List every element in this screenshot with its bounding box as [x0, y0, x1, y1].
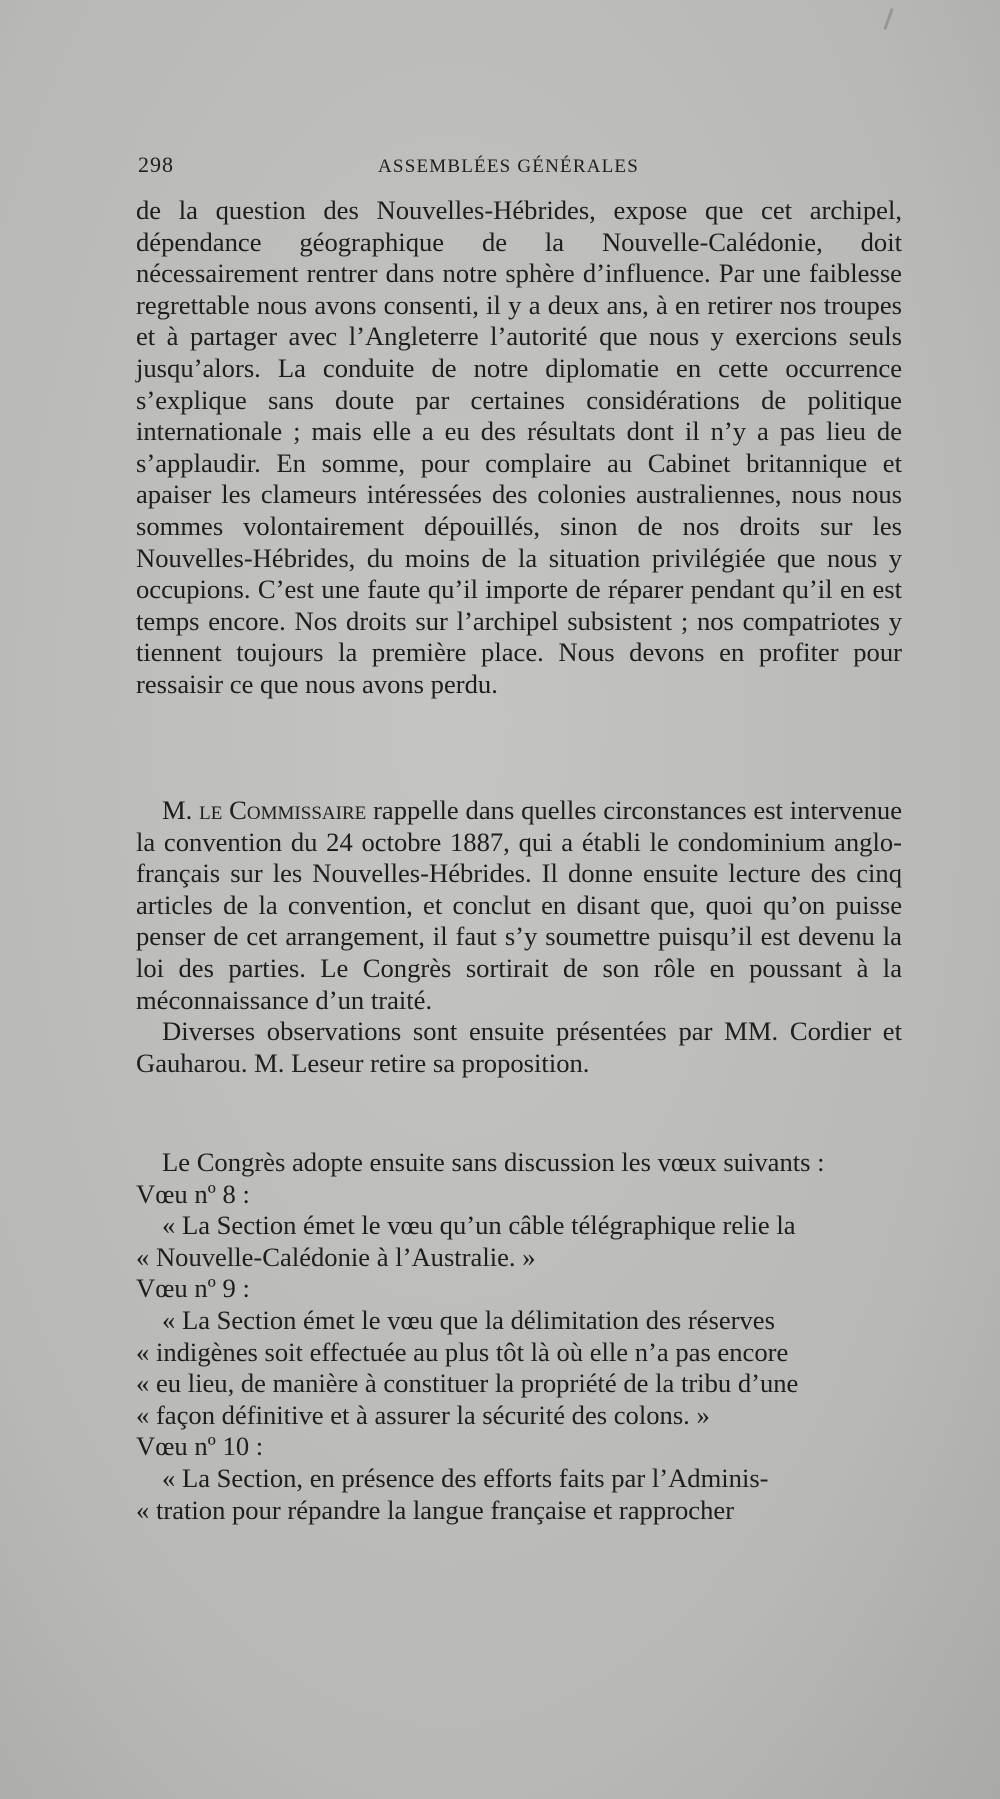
voeu-10-line: « tration pour répandre la langue française et rapprocher — [136, 1494, 735, 1525]
paragraph-continued — [136, 195, 902, 701]
voeux-intro: Le Congrès adopte ensuite sans discussion les vœux suivants : — [162, 1147, 825, 1177]
voeu-9-line: « façon définitive et à assurer la sécurité des colons. » — [136, 1399, 710, 1430]
speaker-name: M. le Commissaire — [162, 795, 367, 825]
voeu-9-line: « eu lieu, de manière à constituer la propriété de la tribu d’une — [136, 1368, 799, 1399]
voeu-8-line: « La Section émet le vœu qu’un câble télégraphique relie la — [162, 1210, 796, 1241]
voeu-10-line: « La Section, en présence des efforts faits par l’Adminis- — [162, 1462, 769, 1493]
page-number: 298 — [138, 152, 174, 177]
voeu-9-line: « La Section émet le vœu que la délimitation des réserves — [162, 1304, 775, 1335]
voeu-9-line: « indigènes soit effectuée au plus tôt là où elle n’a pas encore — [136, 1336, 789, 1367]
commissaire-text: rappelle dans quelles circonstances est intervenue la convention du 24 octobre 1887, qui a établi le condominium anglo-français sur les Nouvelles-Hébrides. Il donne ensuite lecture des cinq articles de la convention, et conclut en disant que, quoi qu’on puisse penser de cet arrangement, il faut s’y soumettre puisqu’il est devenu la loi des parties. Le Congrès sortirait de son rôle en poussant à la méconnaissance d’un traité. — [136, 795, 902, 1015]
commissaire-paragraph — [136, 795, 902, 1016]
running-title: ASSEMBLÉES GÉNÉRALES — [378, 156, 639, 177]
observations-paragraph: Diverses observations sont ensuite présentées par MM. Cordier et Gauharou. M. Leseur retire sa proposition. — [136, 1016, 902, 1078]
voeu-8-title: Vœu nº 8 : — [136, 1178, 250, 1209]
voeu-9-title: Vœu nº 9 : — [136, 1273, 250, 1304]
paper-mark — [883, 8, 893, 30]
voeu-10-title: Vœu nº 10 : — [136, 1431, 264, 1462]
page-header — [138, 152, 900, 188]
paragraph-text: de la question des Nouvelles-Hébrides, expose que cet archipel, dépendance géographique de la Nouvelle-Calédonie, doit nécessairement rentrer dans notre sphère d’influence. Par une faiblesse regrettable nous avons consenti, il y a deux ans, à en retirer nos troupes et à partager avec l’Angleterre l’autorité que nous y exercions seuls jusqu’alors. La conduite de notre diplomatie en cette occurrence s’explique sans doute par certaines considérations de politique internationale ; mais elle a eu des résultats dont il n’y a pas lieu de s’applaudir. En somme, pour complaire au Cabinet britannique et apaiser les clameurs intéressées des colonies australiennes, nous nous sommes volontairement dépouillés, sinon de nos droits sur les Nouvelles-Hébrides, du moins de la situation privilégiée que nous y occupions. C’est une faute qu’il importe de réparer pendant qu’il en est temps encore. Nos droits sur l’archipel subsistent ; nos compatriotes y tiennent toujours la première place. Nous devons en profiter pour ressaisir ce que nous avons perdu. — [136, 195, 902, 699]
commissaire-section — [136, 795, 902, 1079]
voeu-8-line: « Nouvelle-Calédonie à l’Australie. » — [136, 1241, 536, 1272]
voeux-section — [136, 1147, 902, 1526]
